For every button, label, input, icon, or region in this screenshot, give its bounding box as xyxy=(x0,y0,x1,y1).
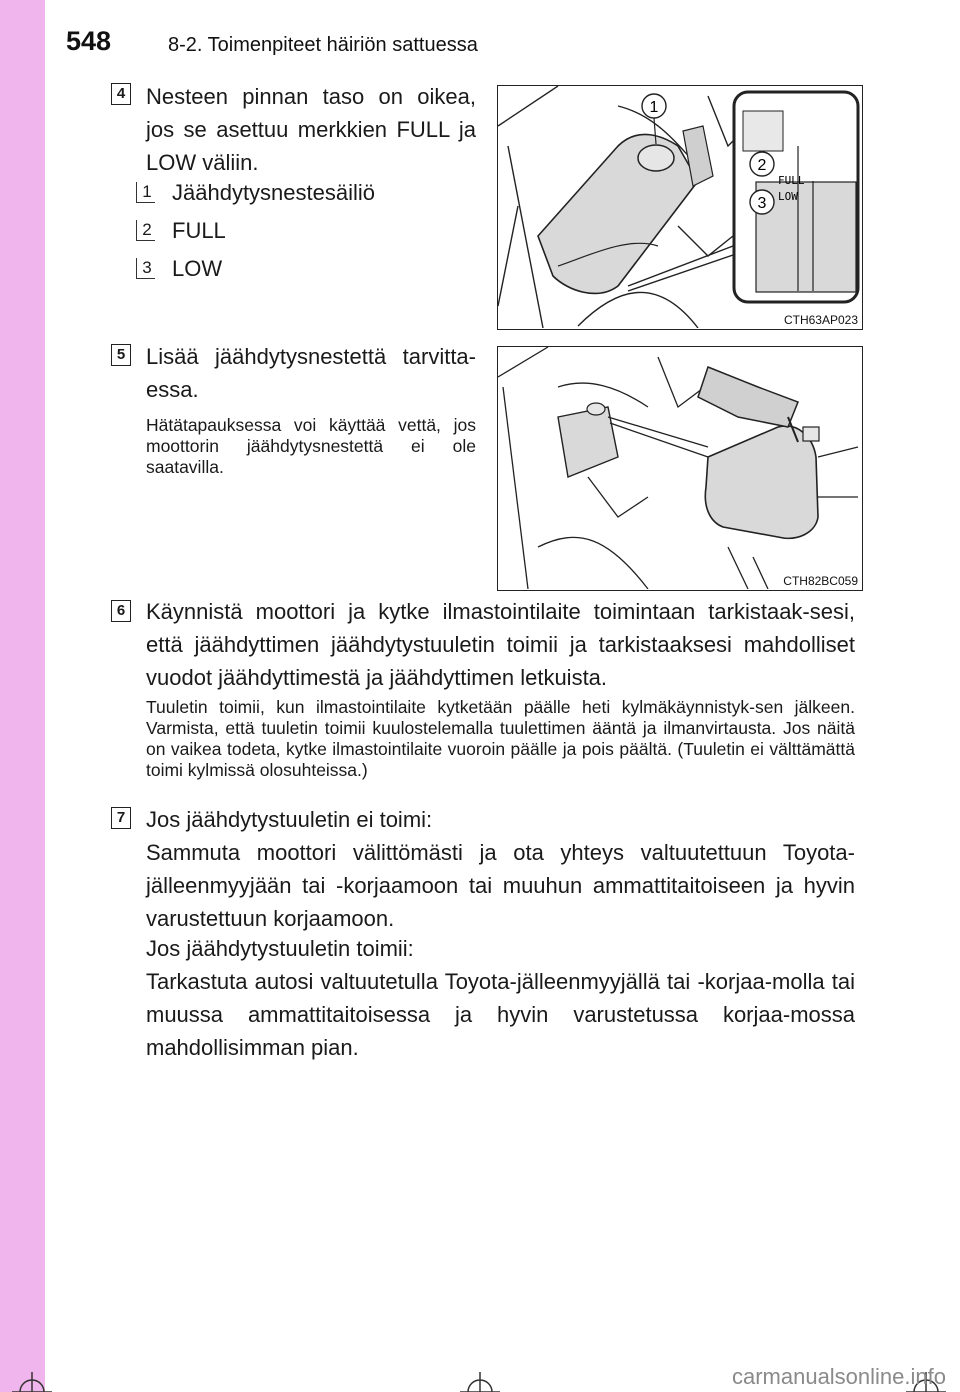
svg-text:2: 2 xyxy=(757,157,767,174)
figure-coolant-reservoir xyxy=(497,85,863,330)
callout-2 xyxy=(750,152,774,176)
callout-3 xyxy=(750,190,774,214)
item-number-1: 1 xyxy=(136,182,155,203)
svg-text:1: 1 xyxy=(649,99,659,116)
figure-code: CTH63AP023 xyxy=(783,313,858,327)
item-label-reservoir: Jäähdytysnestesäiliö xyxy=(172,180,376,205)
step-7-condition-not-working: Jos jäähdytystuuletin ei toimi: xyxy=(146,807,433,832)
step-7-action-working: Tarkastuta autosi valtuutetulla Toyota-jälleenmyyjällä tai -korjaa-molla tai muussa ammattitaitoisessa ja hyvin varustetussa korjaa-mossa mahdollisimman pian. xyxy=(146,969,855,1060)
item-label-full: FULL xyxy=(172,218,226,243)
item-number-2: 2 xyxy=(136,220,155,241)
section-title: 8-2. Toimenpiteet häiriön sattuessa xyxy=(168,34,478,56)
svg-text:3: 3 xyxy=(757,195,767,212)
add-coolant-illustration xyxy=(498,347,861,589)
step-number-4: 4 xyxy=(111,83,131,105)
callout-1 xyxy=(642,94,666,118)
step-5-text: Lisää jäähdytysnestettä tarvitta-essa. xyxy=(146,344,476,402)
registration-mark-icon xyxy=(12,1370,52,1392)
chapter-tab-sidebar xyxy=(0,0,45,1392)
step-6-text: Käynnistä moottori ja kytke ilmastointilaite toimintaan tarkistaak-sesi, että jäähdyttimen jäähdytystuuletin toimii ja tarkistaaksesi mahdolliset vuodot jäähdyttimestä ja jäähdyttimen letkuista. xyxy=(146,599,855,690)
watermark: carmanualsonline.info xyxy=(731,1364,946,1389)
step-number-5: 5 xyxy=(111,344,131,366)
step-6-note: Tuuletin toimii, kun ilmastointilaite kytketään päälle heti kylmäkäynnistyk-sen jälkeen. Varmista, että tuuletin toimii kuulostelemalla tuulettimen ääntä ja ilmanvirtausta. Jos näitä on vaikea todeta, kytke ilmastointilaite vuoroin päälle ja pois päältä. (Tuuletin ei välttämättä toimi kylmissä olosuhteissa.) xyxy=(146,697,855,780)
figure-add-coolant xyxy=(497,346,863,591)
step-number-6: 6 xyxy=(111,600,131,622)
page-number: 548 xyxy=(66,26,112,56)
step-7-action-not-working: Sammuta moottori välittömästi ja ota yhteys valtuutettuun Toyota-jälleenmyyjään tai -korjaamoon tai muuhun ammattitaitoiseen ja hyvin varustettuun korjaamoon. xyxy=(146,840,855,931)
engine-bay-illustration xyxy=(498,86,861,328)
step-number-7: 7 xyxy=(111,807,131,829)
low-mark-label: LOW xyxy=(778,190,798,203)
item-number-3: 3 xyxy=(136,258,155,279)
figure-code: CTH82BC059 xyxy=(783,574,858,588)
step-5-note: Hätätapauksessa voi käyttää vettä, jos moottorin jäähdytysnestettä ei ole saatavilla. xyxy=(146,415,476,477)
full-mark-label: FULL xyxy=(778,174,805,187)
registration-mark-icon xyxy=(460,1370,500,1392)
step-4-text: Nesteen pinnan taso on oikea, jos se asettuu merkkien FULL ja LOW väliin. xyxy=(146,84,476,175)
item-label-low: LOW xyxy=(172,256,223,281)
step-7-condition-working: Jos jäähdytystuuletin toimii: xyxy=(146,936,414,961)
